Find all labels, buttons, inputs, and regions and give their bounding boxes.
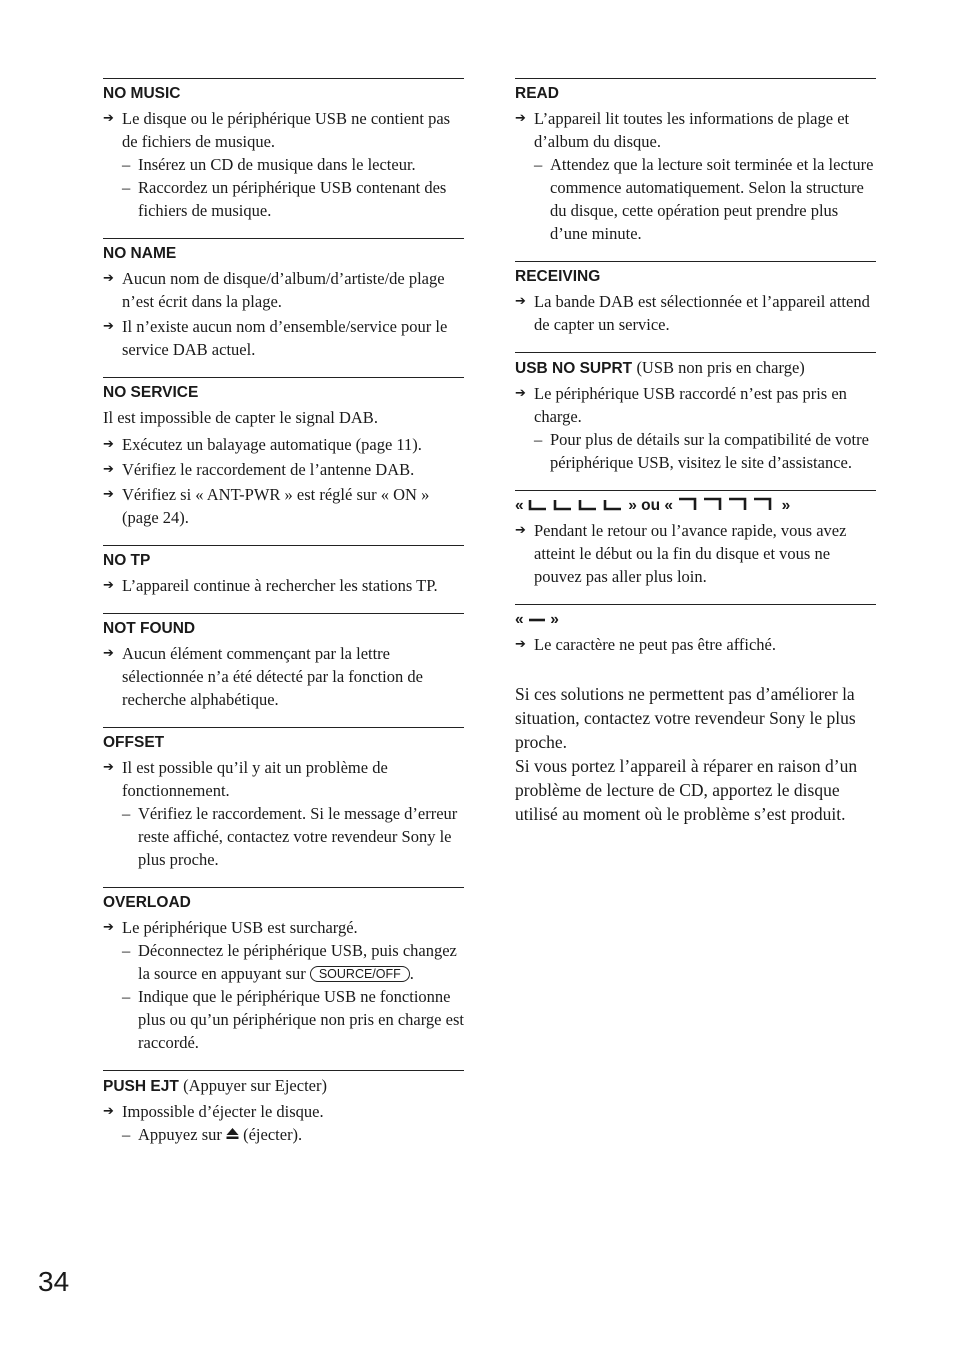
section-dash-symbol bbox=[515, 604, 876, 656]
remedy-item: – Vérifiez le raccordement. Si le message d’erreur reste affiché, contactez votre revendeur Sony le plus proche. bbox=[122, 804, 458, 869]
remedy-item: – Déconnectez le périphérique USB, puis changez la source en appuyant sur SOURCE/OFF . bbox=[122, 941, 457, 983]
remedy-item: – Pour plus de détails sur la compatibilité de votre périphérique USB, visitez le site d’assistance. bbox=[534, 430, 869, 472]
section-no-name bbox=[103, 238, 464, 361]
section-no-service bbox=[103, 377, 464, 529]
dash-segment-symbol bbox=[528, 613, 546, 625]
cause-item: ➔ Aucun élément commençant par la lettre sélectionnée n’a été détecté par la fonction de recherche alphabétique. bbox=[103, 644, 423, 709]
remedy-item: – Raccordez un périphérique USB contenant des fichiers de musique. bbox=[122, 178, 447, 220]
section-push-ejt bbox=[103, 1070, 464, 1146]
section-no-music bbox=[103, 78, 464, 222]
arrow-icon: ➔ bbox=[515, 111, 526, 126]
section-not-found bbox=[103, 613, 464, 711]
cause-item: ➔ La bande DAB est sélectionnée et l’appareil attend de capter un service. bbox=[515, 292, 870, 334]
section-receiving bbox=[515, 261, 876, 336]
arrow-icon: ➔ bbox=[103, 1104, 114, 1119]
remedy-item: – Attendez que la lecture soit terminée et la lecture commence automatiquement. Selon la structure du disque, cette opération peut prendre plus d’une minute. bbox=[534, 155, 874, 243]
cause-item: ➔ L’appareil continue à rechercher les stations TP. bbox=[103, 576, 438, 595]
cause-item: ➔ Vérifiez si « ANT-PWR » est réglé sur « ON » (page 24). bbox=[103, 485, 430, 527]
arrow-icon: ➔ bbox=[515, 386, 526, 401]
remedy-item: – Indique que le périphérique USB ne fonctionne plus ou qu’un périphérique non pris en charge est raccordé. bbox=[122, 987, 464, 1052]
page-number: 34 bbox=[38, 1266, 70, 1297]
arrow-icon: ➔ bbox=[515, 294, 526, 309]
arrow-icon: ➔ bbox=[103, 578, 114, 593]
cause-item: ➔ Le périphérique USB raccordé n’est pas pris en charge. bbox=[515, 384, 847, 426]
arrow-icon: ➔ bbox=[103, 437, 114, 452]
cause-item: ➔ Le périphérique USB est surchargé. bbox=[103, 918, 358, 937]
section-title: NO MUSIC bbox=[103, 85, 181, 102]
remedy-item: – Insérez un CD de musique dans le lecteur. bbox=[122, 155, 416, 174]
section-title: RECEIVING bbox=[515, 268, 601, 285]
cause-item: ➔ Exécutez un balayage automatique (page 11). bbox=[103, 435, 422, 454]
section-overload bbox=[103, 887, 464, 1054]
section-title: OFFSET bbox=[103, 734, 165, 751]
cause-item: ➔ L’appareil lit toutes les informations de plage et d’album du disque. bbox=[515, 109, 850, 151]
cause-item: ➔ Vérifiez le raccordement de l’antenne DAB. bbox=[103, 460, 415, 479]
arrow-icon: ➔ bbox=[515, 523, 526, 538]
arrow-icon: ➔ bbox=[515, 637, 526, 652]
right-column bbox=[515, 78, 876, 826]
section-title: PUSH EJT (Appuyer sur Ejecter) bbox=[103, 1076, 327, 1095]
section-title: OVERLOAD bbox=[103, 894, 191, 911]
left-column bbox=[103, 78, 464, 1146]
cause-item: ➔ Le caractère ne peut pas être affiché. bbox=[515, 635, 776, 654]
cause-item: ➔ Pendant le retour ou l’avance rapide, vous avez atteint le début ou la fin du disque et vous ne pouvez pas aller plus loin. bbox=[515, 521, 847, 586]
section-title: « » bbox=[515, 611, 559, 628]
closing-paragraph: Si ces solutions ne permettent pas d’améliorer la situation, contactez votre revendeur Sony le plus proche. Si vous portez l’appareil à réparer en raison d’un problème de lecture de CD, apportez le disque utilisé au moment où le problème s’est produit. bbox=[515, 684, 858, 824]
section-title: NO TP bbox=[103, 552, 151, 569]
arrow-icon: ➔ bbox=[103, 111, 114, 126]
remedy-item: – Appuyez sur (éjecter). bbox=[122, 1125, 303, 1144]
section-title: USB NO SUPRT (USB non pris en charge) bbox=[515, 358, 805, 377]
section-read bbox=[515, 78, 876, 245]
cause-item: ➔ Le disque ou le périphérique USB ne contient pas de fichiers de musique. bbox=[103, 109, 451, 151]
arrow-icon: ➔ bbox=[103, 462, 114, 477]
cause-item: ➔ Impossible d’éjecter le disque. bbox=[103, 1102, 324, 1121]
section-offset bbox=[103, 727, 464, 871]
section-track-limit bbox=[515, 490, 876, 588]
section-usb-no-suprt bbox=[515, 352, 876, 474]
section-title: READ bbox=[515, 85, 559, 102]
section-title: « » ou « » bbox=[515, 497, 791, 514]
arrow-icon: ➔ bbox=[103, 271, 114, 286]
arrow-icon: ➔ bbox=[103, 920, 114, 935]
arrow-icon: ➔ bbox=[103, 487, 114, 502]
arrow-icon: ➔ bbox=[103, 646, 114, 661]
section-intro: Il est impossible de capter le signal DAB. bbox=[103, 408, 378, 427]
cause-item: ➔ Il est possible qu’il y ait un problème de fonctionnement. bbox=[103, 758, 388, 800]
section-no-tp bbox=[103, 545, 464, 597]
arrow-icon: ➔ bbox=[103, 319, 114, 334]
cause-item: ➔ Il n’existe aucun nom d’ensemble/service pour le service DAB actuel. bbox=[103, 317, 448, 359]
section-title: NO SERVICE bbox=[103, 384, 199, 401]
eject-icon bbox=[226, 1127, 239, 1140]
segment-bottom-left-symbols bbox=[528, 499, 624, 511]
section-title: NO NAME bbox=[103, 245, 177, 262]
source-off-button-label: SOURCE/OFF bbox=[310, 966, 410, 982]
section-title: NOT FOUND bbox=[103, 620, 196, 637]
cause-item: ➔ Aucun nom de disque/d’album/d’artiste/de plage n’est écrit dans la plage. bbox=[103, 269, 445, 311]
arrow-icon: ➔ bbox=[103, 760, 114, 775]
segment-top-right-symbols bbox=[677, 497, 777, 511]
